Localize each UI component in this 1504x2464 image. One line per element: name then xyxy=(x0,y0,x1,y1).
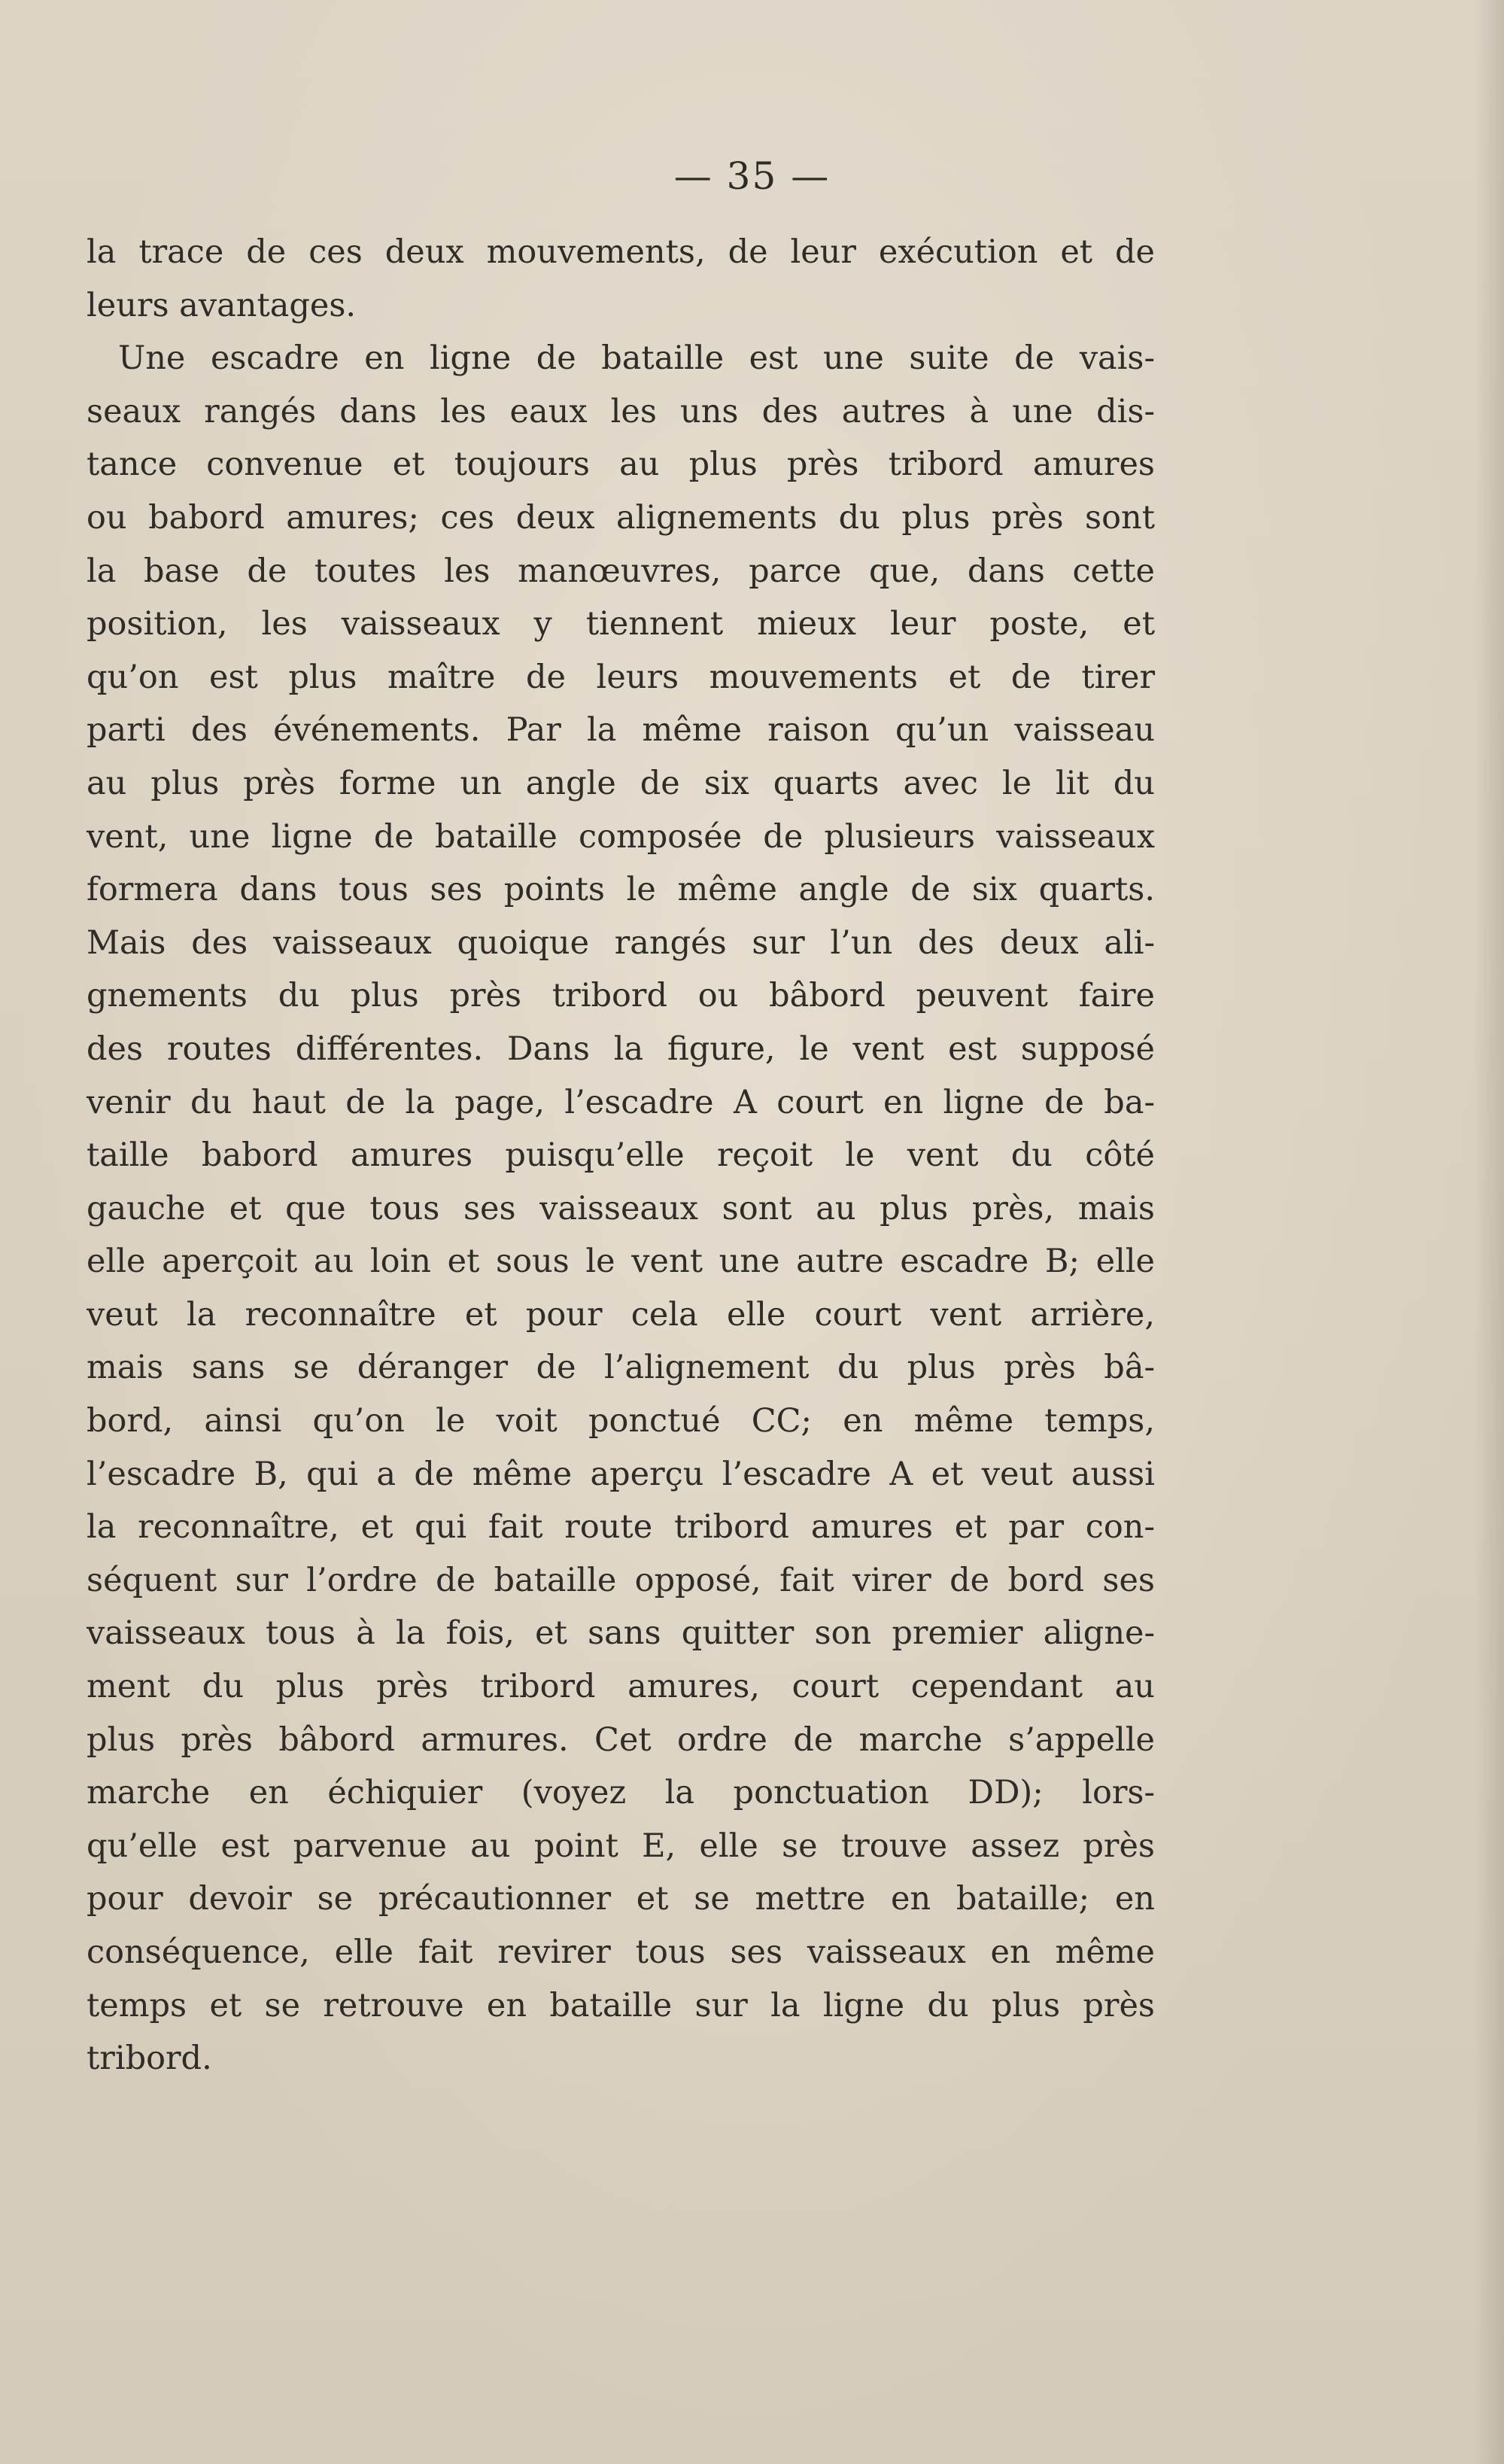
text-line: au plus près forme un angle de six quarts avec le lit du xyxy=(87,764,1155,802)
text-line: Mais des vaisseaux quoique rangés sur l’un des deux ali- xyxy=(87,923,1155,962)
text-line: leurs avantages. xyxy=(87,286,357,324)
text-line: qu’elle est parvenue au point E, elle se trouve assez près xyxy=(87,1827,1155,1865)
text-line: taille babord amures puisqu’elle reçoit le vent du côté xyxy=(87,1136,1155,1175)
text-line: ment du plus près tribord amures, court cependant au xyxy=(87,1668,1155,1706)
text-line: pour devoir se précautionner et se mettre en bataille; en xyxy=(87,1880,1155,1918)
text-line: marche en échiquier (voyez la ponctuation DD); lors- xyxy=(87,1774,1155,1812)
text-line: la trace de ces deux mouvements, de leur exécution et de xyxy=(87,233,1155,271)
text-line: formera dans tous ses points le même angle de six quarts. xyxy=(87,871,1155,909)
text-line: vaisseaux tous à la fois, et sans quitter son premier aligne- xyxy=(87,1614,1155,1653)
text-line: elle aperçoit au loin et sous le vent une autre escadre B; elle xyxy=(87,1243,1155,1281)
text-line: bord, ainsi qu’on le voit ponctué CC; en même temps, xyxy=(87,1402,1155,1440)
page-number-header: — 35 — xyxy=(673,154,831,198)
text-line: gnements du plus près tribord ou bâbord peuvent faire xyxy=(87,977,1155,1015)
text-line: tance convenue et toujours au plus près tribord amures xyxy=(87,446,1155,484)
text-line: des routes différentes. Dans la figure, le vent est supposé xyxy=(87,1030,1155,1068)
text-line: position, les vaisseaux y tiennent mieux leur poste, et xyxy=(87,605,1155,643)
text-line: venir du haut de la page, l’escadre A court en ligne de ba- xyxy=(87,1083,1155,1121)
text-line: parti des événements. Par la même raison qu’un vaisseau xyxy=(87,711,1155,750)
text-line: qu’on est plus maître de leurs mouvements et de tirer xyxy=(87,658,1155,696)
text-line: conséquence, elle fait revirer tous ses vaisseaux en même xyxy=(87,1933,1155,1971)
text-line: seaux rangés dans les eaux les uns des autres à une dis- xyxy=(87,392,1155,430)
text-line: vent, une ligne de bataille composée de plusieurs vaisseaux xyxy=(87,817,1155,856)
text-line: ou babord amures; ces deux alignements du plus près sont xyxy=(87,498,1155,537)
text-line: mais sans se déranger de l’alignement du plus près bâ- xyxy=(87,1349,1155,1387)
text-line: tribord. xyxy=(87,2040,212,2078)
text-line: gauche et que tous ses vaisseaux sont au plus près, mais xyxy=(87,1189,1155,1227)
text-line: la base de toutes les manœuvres, parce que, dans cette xyxy=(87,552,1155,590)
text-line: temps et se retrouve en bataille sur la ligne du plus près xyxy=(87,1986,1155,2024)
body-text xyxy=(87,226,1155,2085)
text-line: plus près bâbord armures. Cet ordre de marche s’appelle xyxy=(87,1720,1155,1759)
text-line: l’escadre B, qui a de même aperçu l’escadre A et veut aussi xyxy=(87,1455,1155,1493)
text-line: Une escadre en ligne de bataille est une suite de vais- xyxy=(118,339,1155,378)
text-line: veut la reconnaître et pour cela elle court vent arrière, xyxy=(87,1295,1155,1334)
text-line: séquent sur l’ordre de bataille opposé, fait virer de bord ses xyxy=(87,1561,1155,1599)
text-line: la reconnaître, et qui fait route tribord amures et par con- xyxy=(87,1508,1155,1547)
